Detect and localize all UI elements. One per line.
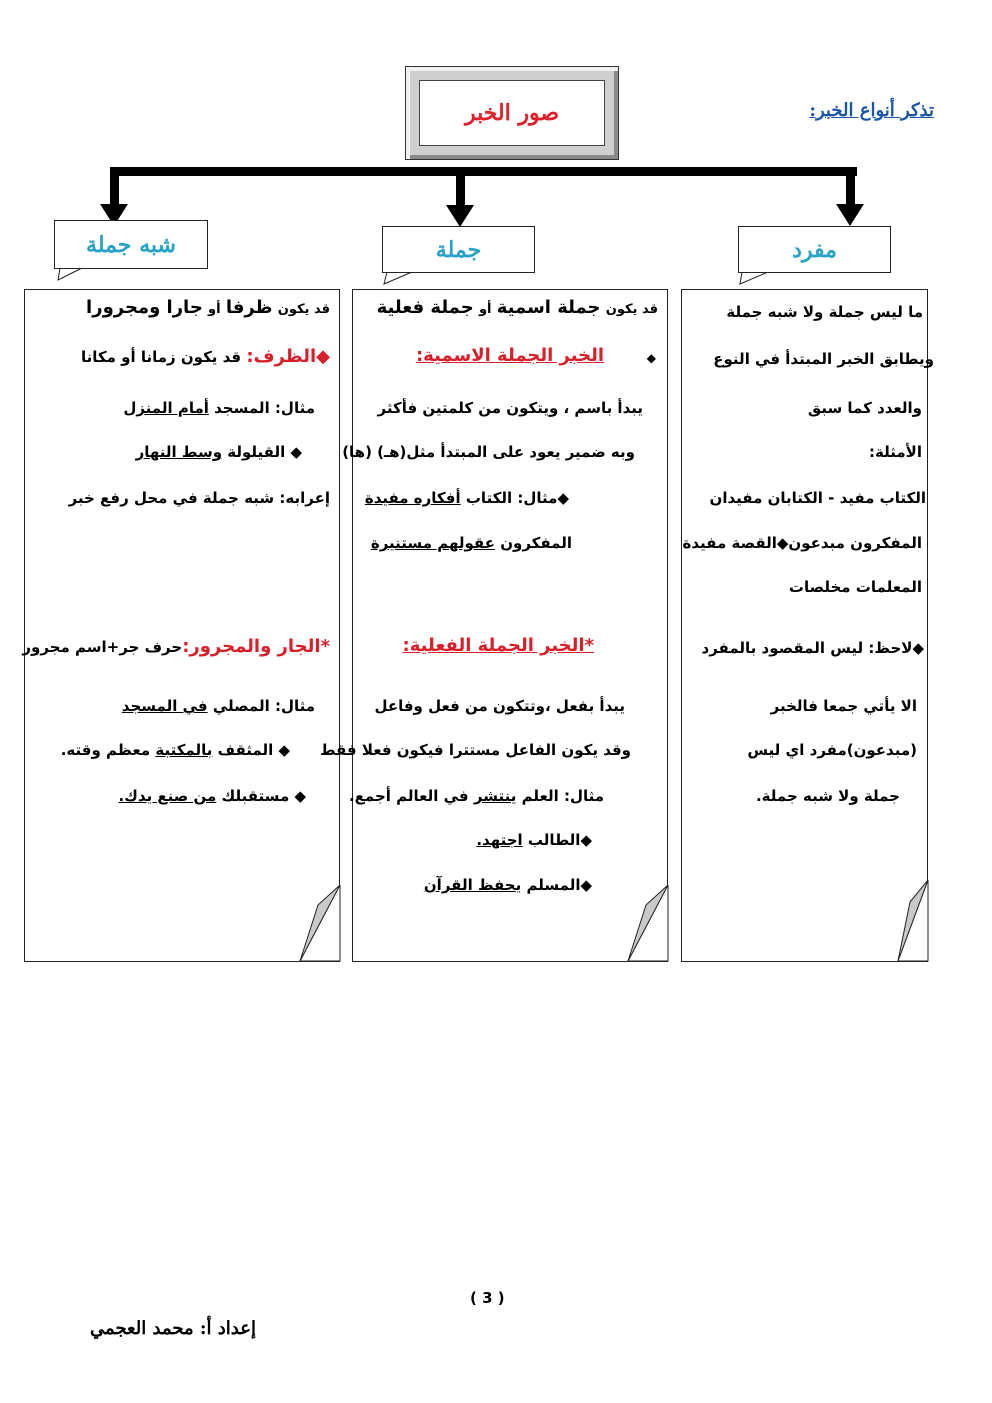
sentence-l5-pre: المفكرون	[500, 534, 572, 552]
adverb-heading: ◆الظرف:	[246, 346, 330, 367]
sentence-line-3: وبه ضمير يعود على المبتدأ مثل(هـ) (ها)	[342, 443, 635, 461]
sentence-line-2: يبدأ باسم ، ويتكون من كلمتين فأكثر	[377, 399, 643, 417]
sentence-l8-post: في العالم أجمع.	[348, 787, 469, 805]
single-line-4: الأمثلة:	[869, 443, 922, 461]
single-line-1: ما ليس جملة ولا شبه جملة	[726, 303, 923, 321]
semi-l1-pre: قد يكون	[277, 302, 330, 317]
sentence-line-7: وقد يكون الفاعل مستترا فيكون فعلا فقط	[319, 741, 631, 759]
semi-l7-pre: مثال: المصلي	[212, 697, 315, 715]
single-line-3: والعدد كما سبق	[807, 399, 922, 417]
single-line-10: (مبدعون)مفرد اي ليس	[747, 741, 917, 759]
semi-line-7	[122, 697, 315, 715]
callout-sentence-label: جملة	[435, 236, 482, 263]
semi-l9-underlined: من صنع يدك.	[118, 787, 217, 805]
single-line-5: الكتاب مفيد - الكتابان مفيدان	[709, 489, 926, 507]
semi-l8-post: معظم وقته.	[60, 741, 151, 759]
nominal-heading-bullet: ◆	[646, 351, 656, 365]
semi-l8-pre: ◆ المثقف	[217, 741, 290, 759]
sentence-line-8	[349, 787, 604, 805]
semi-l1-or: أو	[208, 302, 221, 317]
sentence-l1-verbal: جملة فعلية	[376, 297, 474, 318]
semi-l3-pre: مثال: المسجد	[214, 399, 315, 417]
semi-line-9	[118, 787, 306, 805]
callout-single-label: مفرد	[792, 236, 837, 263]
prep-heading: *الجار والمجرور:	[182, 636, 330, 657]
sentence-line-10	[424, 876, 592, 894]
single-line-9: الا يأتي جمعا فالخبر	[770, 697, 917, 715]
sentence-l1-pre: قد يكون	[605, 302, 658, 317]
sentence-l9-pre: ◆الطالب	[527, 831, 592, 849]
semi-l2-rest: قد يكون زمانا أو مكانا	[81, 348, 242, 366]
sentence-l10-pre: ◆المسلم	[526, 876, 592, 894]
sentence-line-9	[476, 831, 592, 849]
sentence-l1-nominal: جملة اسمية	[496, 297, 601, 318]
sentence-l5-underlined: عقولهم مستنيرة	[370, 534, 495, 552]
semi-line-2	[81, 346, 330, 367]
sentence-l9-underlined: اجتهد.	[476, 831, 523, 849]
single-line-11: جملة ولا شبه جملة.	[755, 787, 900, 805]
recall-types-label: تذكر أنواع الخبر:	[809, 100, 934, 121]
single-line-8: ◆لاحظ: ليس المقصود بالمفرد	[701, 639, 924, 657]
sentence-l10-underlined: يحفظ القرآن	[423, 876, 522, 894]
single-line-7: المعلمات مخلصات	[788, 578, 922, 596]
semi-l4-pre: ◆ القيلولة	[227, 443, 302, 461]
semi-line-3	[123, 399, 315, 417]
sentence-l8-pre: مثال: العلم	[521, 787, 604, 805]
sentence-line-5	[371, 534, 572, 552]
semi-l3-underlined: أمام المنزل	[123, 399, 209, 417]
semi-line-8	[61, 741, 290, 759]
sentence-line-4	[365, 489, 569, 507]
sentence-l4-underlined: أفكاره مفيدة	[364, 489, 461, 507]
semi-l6-rest: حرف جر+اسم مجرور	[22, 638, 183, 656]
single-line-6: المفكرون مبدعون◆القصة مفيدة	[682, 534, 922, 552]
single-line-2: ويطابق الخبر المبتدأ في النوع	[713, 350, 934, 368]
sentence-line-1	[377, 297, 658, 318]
sentence-l1-or: أو	[478, 302, 492, 317]
semi-l1-prep: جارا ومجرورا	[86, 297, 203, 318]
semi-l1-adverb: ظرفا	[225, 297, 273, 318]
semi-l7-underlined: في المسجد	[121, 697, 208, 715]
page-number: ( 3 )	[470, 1289, 505, 1307]
callout-semi-sentence-label: شبه جملة	[86, 231, 176, 258]
semi-line-5: إعرابه: شبه جملة في محل رفع خبر	[68, 489, 330, 507]
verbal-heading: *الخبر الجملة الفعلية:	[402, 635, 594, 656]
sentence-l8-underlined: ينتشر	[473, 787, 517, 805]
semi-l4-underlined: وسط النهار	[135, 443, 223, 461]
semi-l8-underlined: بالمكتبة	[155, 741, 213, 759]
nominal-heading: الخبر الجملة الاسمية:	[415, 345, 604, 366]
sentence-l4-pre: ◆مثال: الكتاب	[465, 489, 569, 507]
page-title: صور الخبر	[464, 100, 560, 126]
semi-l9-pre: ◆ مستقبلك	[221, 787, 306, 805]
sentence-line-6: يبدأ بفعل ،وتتكون من فعل وفاعل	[374, 697, 625, 715]
semi-line-4	[136, 443, 302, 461]
author-credit: إعداد أ: محمد العجمي	[90, 1318, 256, 1339]
semi-line-6	[22, 636, 330, 657]
semi-line-1	[86, 297, 330, 318]
